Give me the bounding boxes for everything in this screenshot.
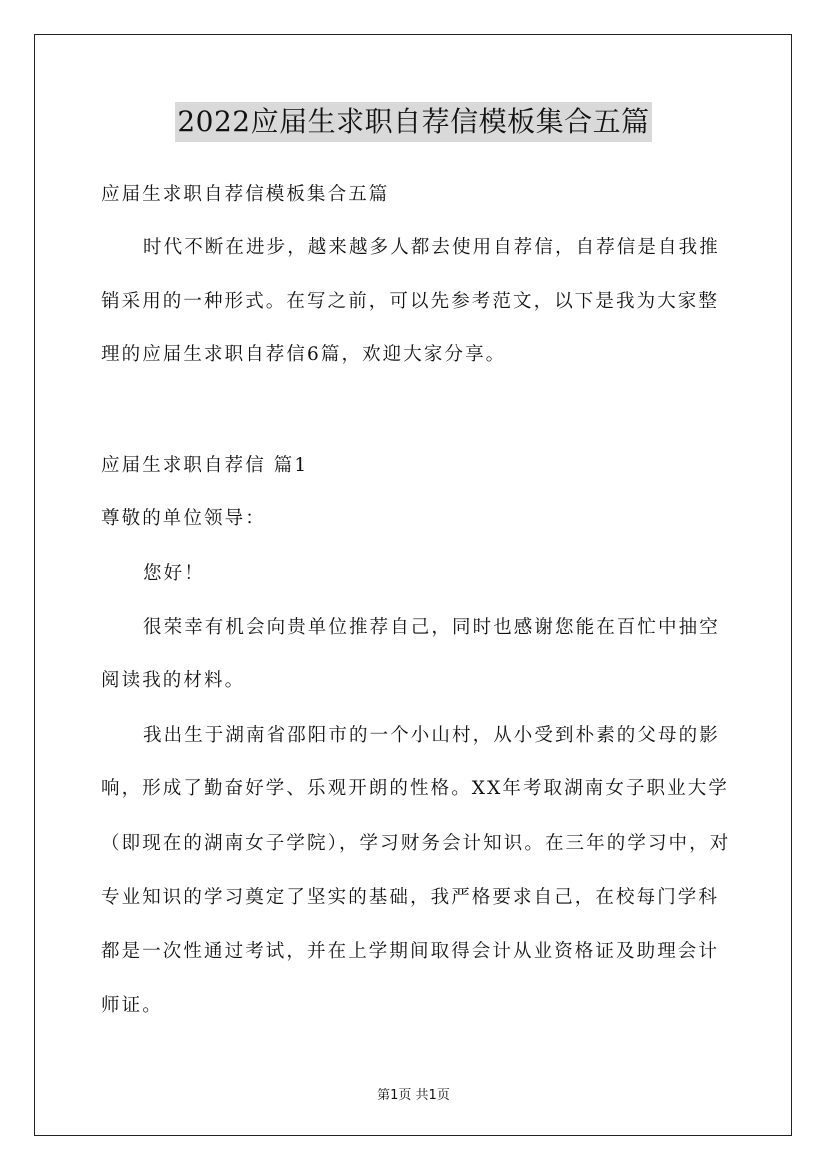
document-title: 2022应届生求职自荐信模板集合五篇 (175, 102, 651, 142)
para2-line-1: 我出生于湖南省邵阳市的一个小山村，从小受到朴素的父母的影 (143, 725, 720, 746)
page-footer: 第1页 共1页 (377, 1088, 450, 1103)
para2-line-5: 都是一次性通过考试，并在上学期间取得会计从业资格证及助理会计 (101, 941, 720, 962)
para2-line-3: （即现在的湖南女子学院），学习财务会计知识。在三年的学习中，对 (101, 833, 731, 854)
para1-line-2: 阅读我的材料。 (101, 670, 246, 691)
section-heading: 应届生求职自荐信 篇1 (101, 455, 309, 476)
intro-line-3: 理的应届生求职自荐信6篇，欢迎大家分享。 (101, 344, 507, 365)
intro-line-1: 时代不断在进步，越来越多人都去使用自荐信，自荐信是自我推 (143, 237, 720, 258)
title-container (0, 102, 827, 142)
document-subtitle: 应届生求职自荐信模板集合五篇 (101, 184, 390, 205)
para1-line-1: 很荣幸有机会向贵单位推荐自己，同时也感谢您能在百忙中抽空 (143, 617, 720, 638)
para2-line-6: 师证。 (101, 995, 163, 1016)
para2-line-4: 专业知识的学习奠定了坚实的基础，我严格要求自己，在校每门学科 (101, 887, 720, 908)
greeting: 您好！ (143, 563, 205, 584)
intro-line-2: 销采用的一种形式。在写之前，可以先参考范文，以下是我为大家整 (101, 291, 720, 312)
para2-line-2: 响，形成了勤奋好学、乐观开朗的性格。XX年考取湖南女子职业大学 (101, 778, 729, 799)
salutation: 尊敬的单位领导： (101, 508, 266, 529)
